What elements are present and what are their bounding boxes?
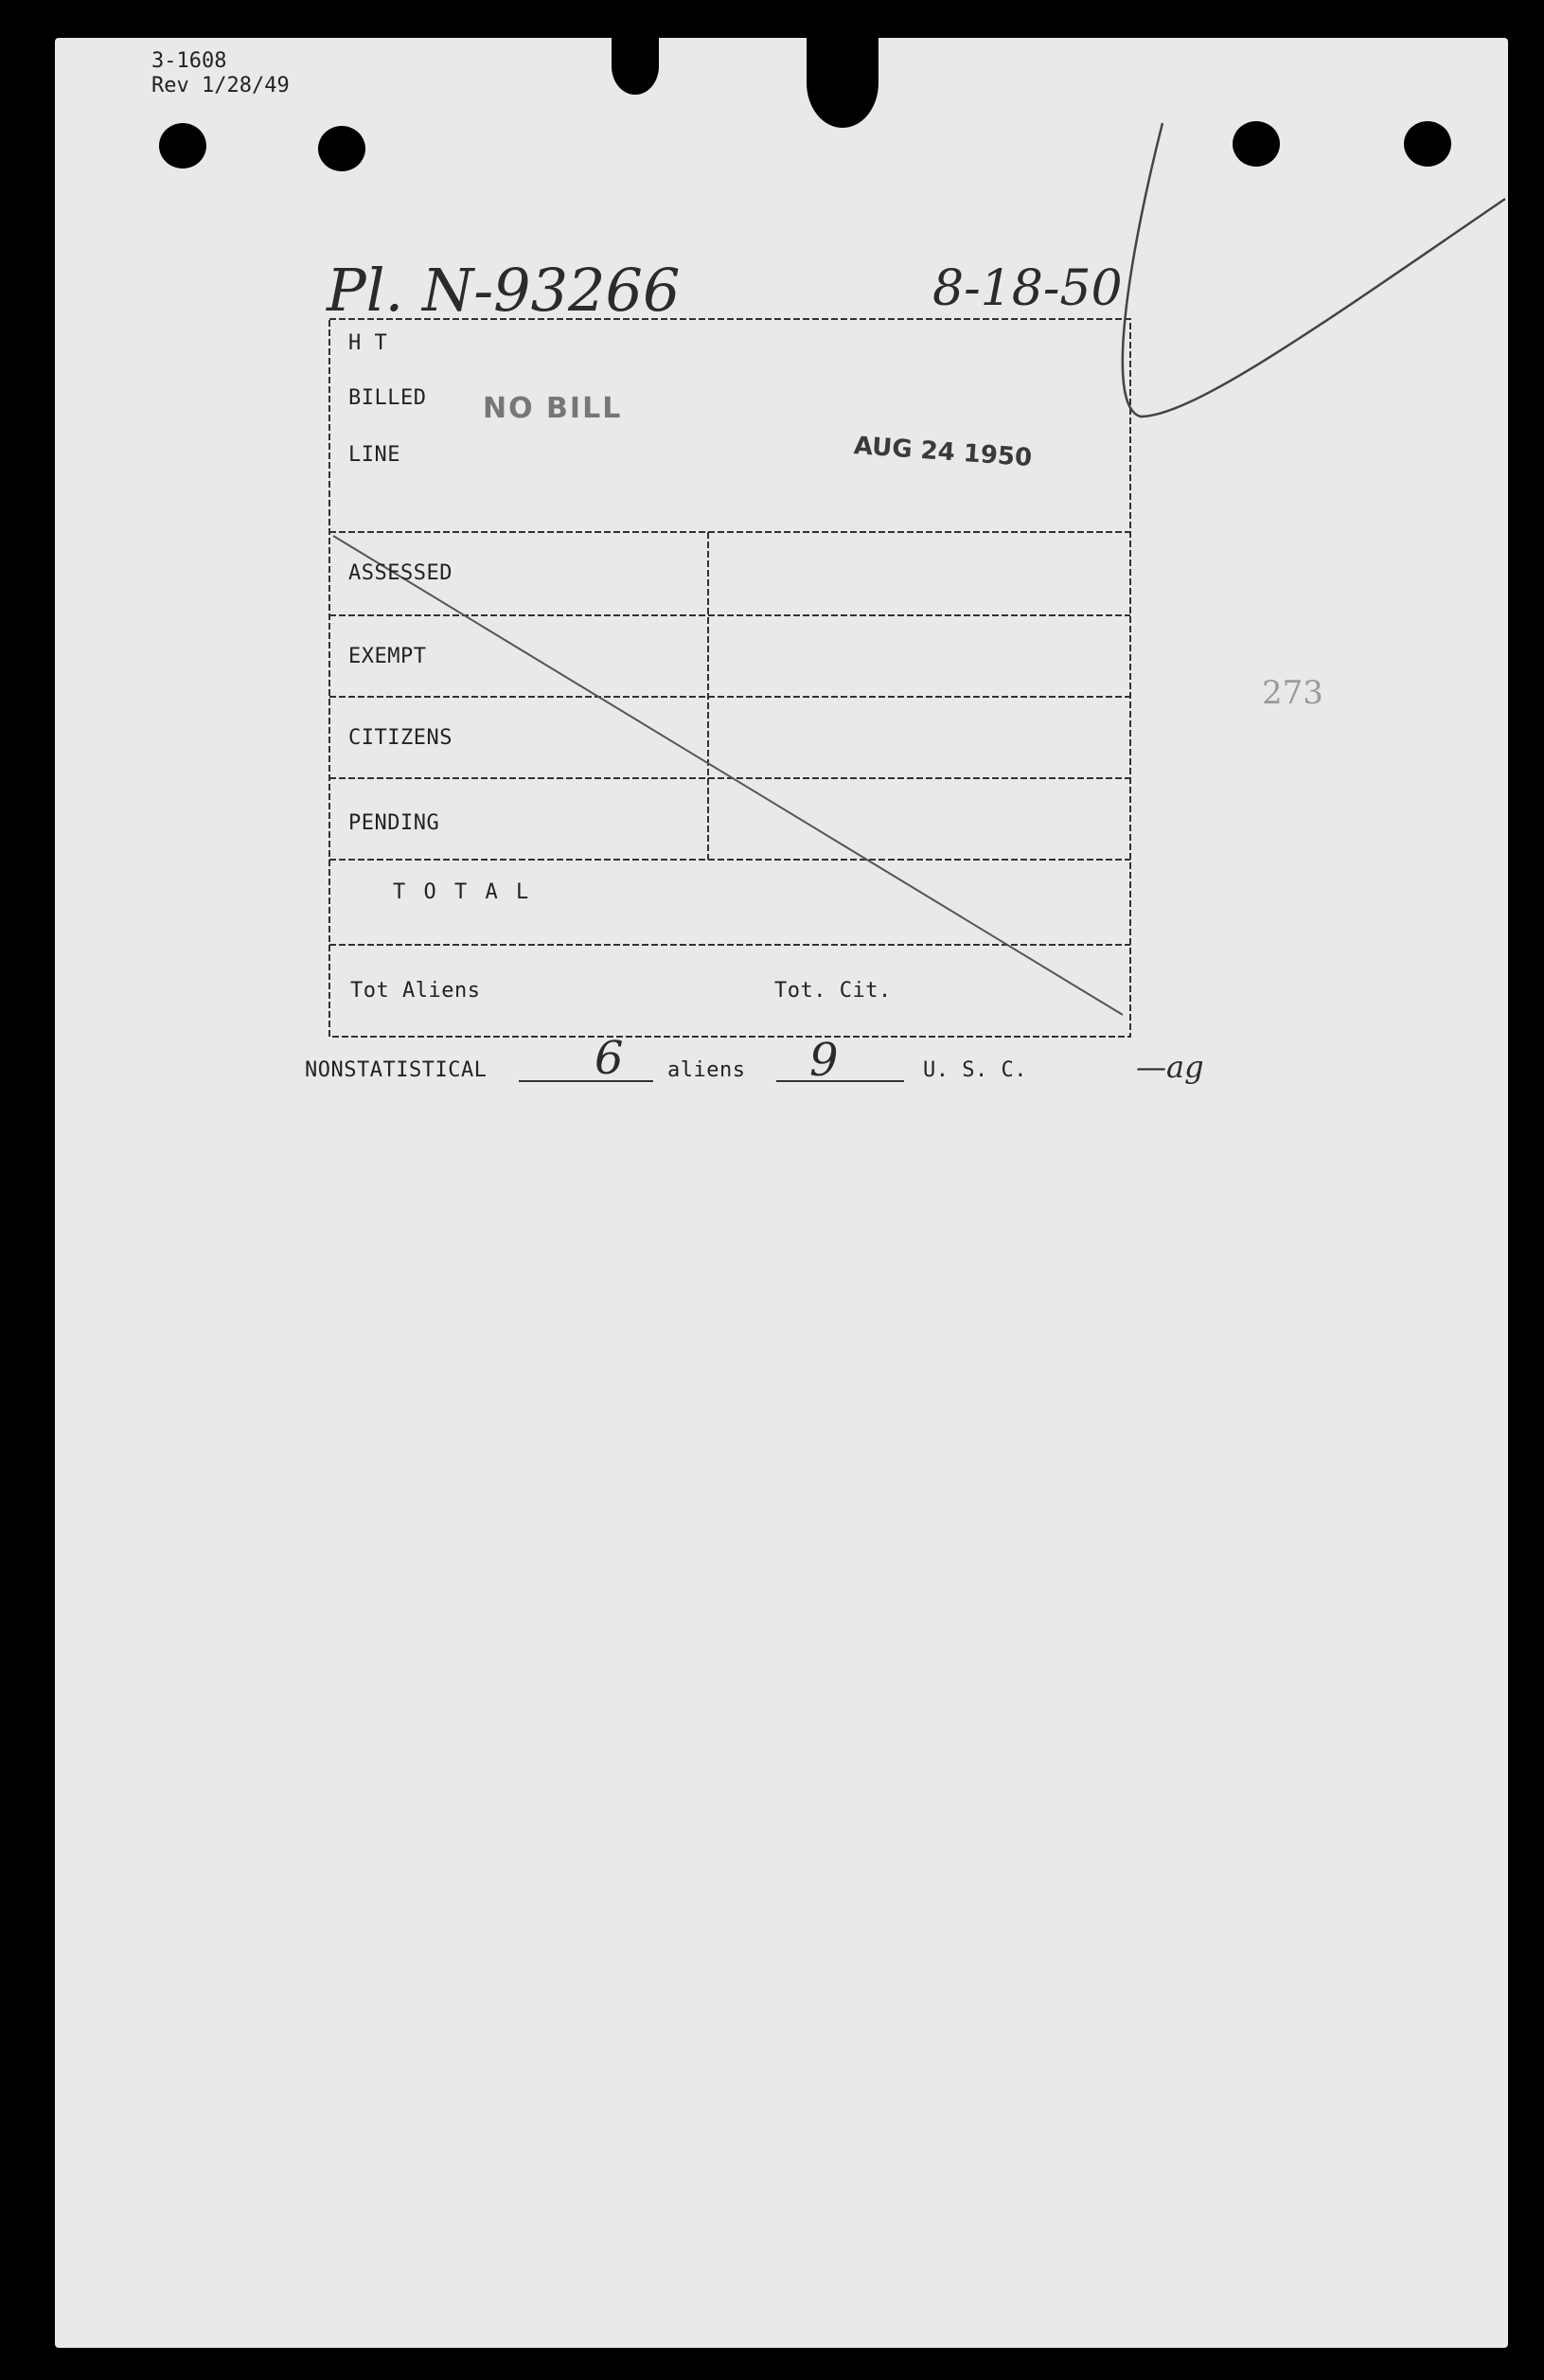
side-page-number: 273 — [1262, 674, 1323, 712]
row-label-assessed: ASSESSED — [348, 561, 453, 585]
nonstatistical-usc-count: 9 — [809, 1034, 839, 1087]
row-label-pending: PENDING — [348, 811, 440, 835]
billed-label: BILLED — [348, 386, 427, 410]
manifest-number: Pl. N-93266 — [327, 256, 681, 325]
total-aliens-label: Tot Aliens — [350, 979, 481, 1003]
ht-label: H T — [348, 331, 388, 355]
form-revision: Rev 1/28/49 — [151, 74, 290, 98]
form-number: 3-1608 — [151, 49, 227, 73]
clerk-initials: —ag — [1136, 1049, 1204, 1085]
row-label-exempt: EXEMPT — [348, 645, 427, 668]
received-date-stamp: AUG 24 1950 — [852, 432, 1033, 473]
total-label: T O T A L — [393, 880, 532, 904]
line-label: LINE — [348, 443, 400, 467]
row-label-citizens: CITIZENS — [348, 726, 453, 750]
total-citizens-label: Tot. Cit. — [774, 979, 892, 1003]
nonstatistical-aliens-label: aliens — [667, 1058, 746, 1082]
nonstatistical-aliens-count: 6 — [595, 1032, 624, 1085]
nonstatistical-label: NONSTATISTICAL — [305, 1058, 488, 1082]
no-bill-stamp: NO BILL — [483, 392, 623, 425]
nonstatistical-usc-label: U. S. C. — [923, 1058, 1027, 1082]
handwritten-date: 8-18-50 — [932, 260, 1123, 317]
